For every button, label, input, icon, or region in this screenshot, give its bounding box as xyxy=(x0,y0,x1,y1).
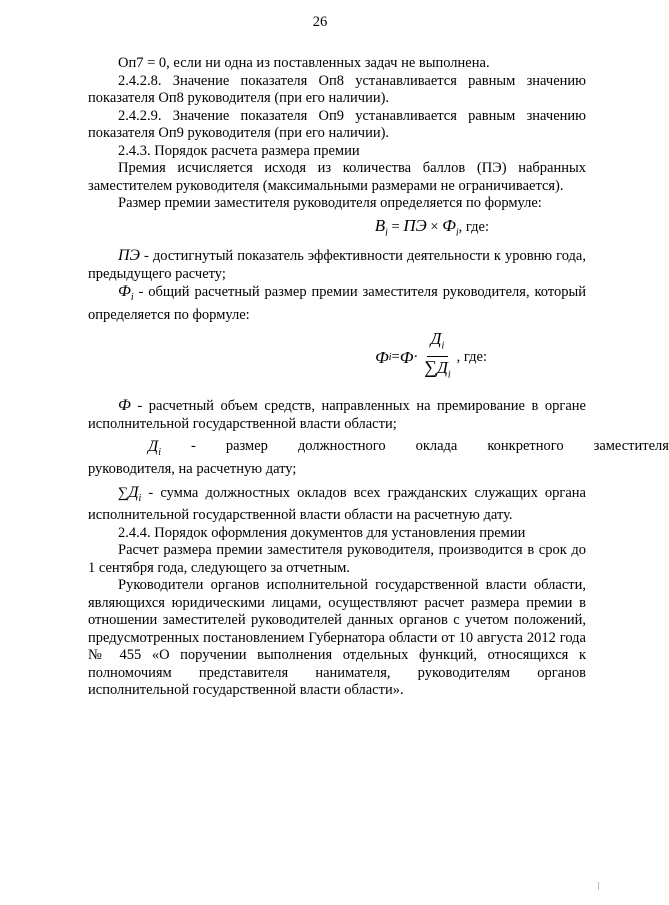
definition-pe xyxy=(88,247,586,283)
page-number: 26 xyxy=(312,14,328,30)
numerator-d-symbol: Д xyxy=(430,329,442,349)
definition-fi-text: - общий расчетный размер премии заместителя руководителя, который определяется по формуле: xyxy=(88,284,586,323)
paragraph-2-4-2-8: 2.4.2.8. Значение показателя Оп8 устанавливается равным значению показателя Оп8 руководителя (при его наличии). xyxy=(88,72,586,106)
formula-pe-symbol: ПЭ xyxy=(403,215,427,235)
denominator-d-symbol: Д xyxy=(437,357,448,377)
definition-di-word: должностного xyxy=(297,438,386,455)
formula2-f-symbol: Ф xyxy=(399,347,414,367)
paragraph-premium-basis: Премия исчисляется исходя из количества баллов (ПЭ) набранных заместителем руководителя (максимальными размерами не ограничивается). xyxy=(88,160,586,194)
formula-where: , где: xyxy=(458,218,489,235)
definition-di-word: - xyxy=(190,438,196,455)
formula-equals: = xyxy=(387,218,404,235)
denominator-sum-symbol: ∑ xyxy=(424,356,438,377)
formula-fi xyxy=(88,330,586,385)
definition-di-word: оклада xyxy=(415,438,458,455)
formula2-where: , где: xyxy=(456,348,487,365)
definition-pe-text: - достигнутый показатель эффективности деятельности к уровню года, предыдущего расчету; xyxy=(88,248,586,282)
paragraph-formula-intro: Размер премии заместителя руководителя определяется по формуле: xyxy=(118,195,542,211)
definition-f-symbol: Ф xyxy=(118,397,131,415)
fraction-numerator xyxy=(427,330,449,356)
definition-di-word: размер xyxy=(225,438,268,455)
definition-di-line2: руководителя, на расчетную дату; xyxy=(88,461,297,478)
definition-fi-symbol: Ф xyxy=(118,283,131,301)
formula-b-symbol: B xyxy=(374,215,386,235)
definition-fi xyxy=(88,283,586,324)
definition-f xyxy=(88,397,586,433)
definition-di xyxy=(88,438,669,479)
document-body xyxy=(88,55,669,700)
formula2-dot: · xyxy=(413,348,419,365)
paragraph-heads-of-organs: Руководители органов исполнительной государственной власти области, являющихся юридическими лицами, осуществляют расчет размера премии в отношении заместителей руководителей данных органов с учетом положений, предусмотренных постановлением Губернатора области от 10 августа 2012 года № 455 «О поручении выполнения отдельных функций, относящихся к полномочиям представителя нанимателя, руководителям органов исполнительной государственной власти области». xyxy=(88,577,586,699)
numerator-d-index: i xyxy=(441,340,445,352)
definition-sum-symbol: ∑ xyxy=(118,484,129,501)
formula-f-index: i xyxy=(455,226,459,238)
definition-di-word: конкретного xyxy=(487,438,564,455)
section-heading-2-4-4: 2.4.4. Порядок оформления документов для установления премии xyxy=(118,524,526,541)
fraction-denominator xyxy=(422,357,452,385)
formula-premium xyxy=(88,217,586,242)
definition-di-word: заместителя xyxy=(593,438,669,455)
denominator-d-index: i xyxy=(447,369,451,381)
paragraph-op7: Оп7 = 0, если ни одна из поставленных задач не выполнена. xyxy=(118,55,490,71)
definition-sum-d-index: i xyxy=(138,492,142,504)
formula-f-symbol: Ф xyxy=(442,215,456,235)
formula2-fi-index: i xyxy=(388,351,392,363)
scan-margin-mark xyxy=(598,882,599,890)
definition-sum-d-symbol: Д xyxy=(128,483,139,501)
formula2-equals: = xyxy=(391,348,400,365)
definition-pe-symbol: ПЭ xyxy=(118,247,141,265)
section-heading-2-4-3: 2.4.3. Порядок расчета размера премии xyxy=(118,142,360,159)
formula2-fraction xyxy=(422,330,452,385)
definition-sum-di xyxy=(88,484,586,525)
formula-times: × xyxy=(426,218,443,235)
paragraph-calc-deadline: Расчет размера премии заместителя руководителя, производится в срок до 1 сентября года, следующего за отчетным. xyxy=(88,542,586,576)
definition-di-symbol-wrap xyxy=(118,438,161,461)
definition-di-symbol: Д xyxy=(148,438,159,456)
definition-di-index: i xyxy=(158,446,161,458)
formula2-fi-symbol: Ф xyxy=(375,347,389,367)
definition-f-text: - расчетный объем средств, направленных на премирование в органе исполнительной государственной власти области; xyxy=(88,398,586,432)
definition-fi-index: i xyxy=(130,292,134,304)
definition-sum-text: - сумма должностных окладов всех гражданских служащих органа исполнительной государственной власти области на расчетную дату. xyxy=(88,484,586,524)
paragraph-2-4-2-9: 2.4.2.9. Значение показателя Оп9 устанавливается равным значению показателя Оп9 руководителя (при его наличии). xyxy=(88,107,586,141)
definition-di-line1 xyxy=(88,438,669,461)
formula-b-index: i xyxy=(385,226,388,238)
